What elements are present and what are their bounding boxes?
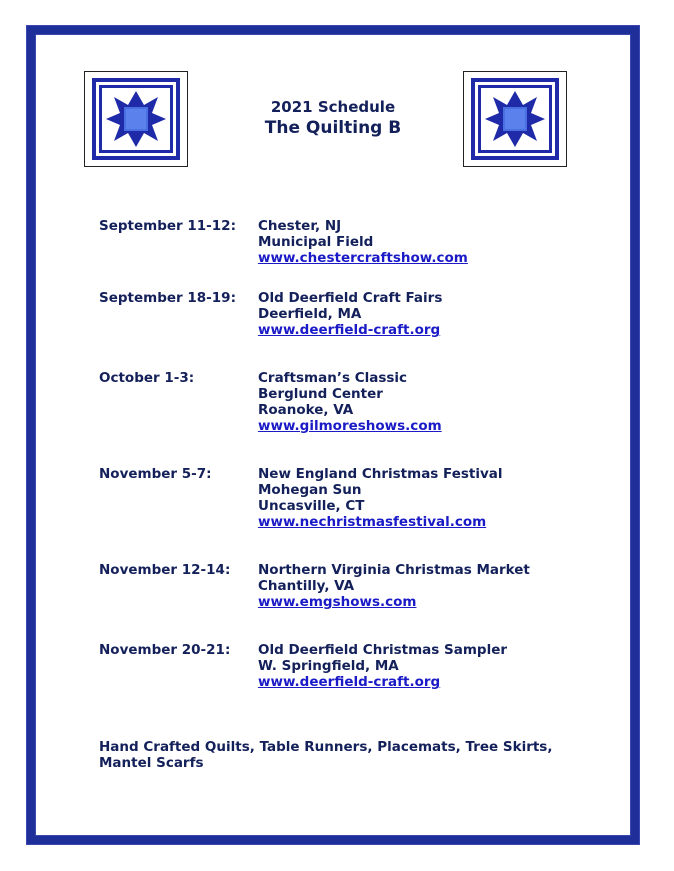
event-website-link[interactable]: www.gilmoreshows.com (258, 418, 442, 434)
event-details (258, 218, 468, 266)
event-location-line: W. Springfield, MA (258, 658, 399, 674)
event-location-line: Municipal Field (258, 234, 374, 250)
event-website-link[interactable]: www.deerfield-craft.org (258, 322, 441, 338)
event-website-link[interactable]: www.deerfield-craft.org (258, 674, 441, 690)
event-details (258, 370, 442, 434)
event-website-link[interactable]: www.nechristmasfestival.com (258, 514, 487, 530)
event-location-line: Chester, NJ (258, 218, 342, 234)
event-website-link[interactable]: www.chestercraftshow.com (258, 250, 468, 266)
event-details (258, 466, 503, 530)
business-name: The Quilting B (264, 118, 402, 138)
event-location-line: Old Deerfield Craft Fairs (258, 290, 443, 306)
products-footer (99, 739, 552, 771)
event-location-line: Deerfield, MA (258, 306, 362, 322)
event-date: October 1-3: (99, 370, 195, 386)
event-date: November 5-7: (99, 466, 212, 482)
event-details (258, 642, 507, 690)
event-location-line: Chantilly, VA (258, 578, 355, 594)
products-line: Mantel Scarfs (99, 755, 204, 771)
event-location-line: Uncasville, CT (258, 498, 365, 514)
event-location-line: Roanoke, VA (258, 402, 354, 418)
event-location-line: Craftsman’s Classic (258, 370, 408, 386)
event-date: November 12-14: (99, 562, 231, 578)
event-location-line: Old Deerfield Christmas Sampler (258, 642, 508, 658)
event-location-line: New England Christmas Festival (258, 466, 503, 482)
event-details (258, 290, 442, 338)
schedule-year-title: 2021 Schedule (270, 98, 396, 116)
products-line: Hand Crafted Quilts, Table Runners, Placemats, Tree Skirts, (99, 739, 553, 755)
event-date: September 11-12: (99, 218, 236, 234)
event-website-link[interactable]: www.emgshows.com (258, 594, 417, 610)
event-date: November 20-21: (99, 642, 231, 658)
event-details (258, 562, 530, 610)
event-location-line: Northern Virginia Christmas Market (258, 562, 530, 578)
event-location-line: Berglund Center (258, 386, 383, 402)
event-location-line: Mohegan Sun (258, 482, 362, 498)
event-date: September 18-19: (99, 290, 236, 306)
